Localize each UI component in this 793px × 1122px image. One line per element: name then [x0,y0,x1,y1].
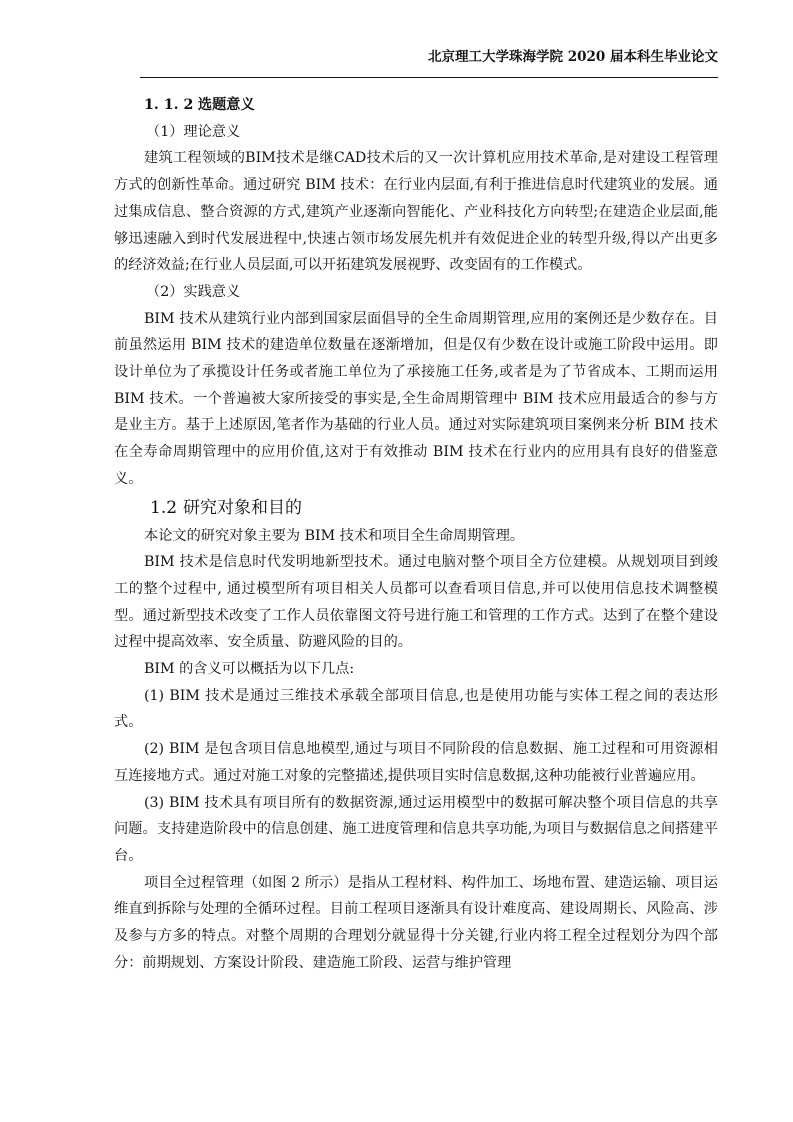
theory-label: （1）理论意义 [146,123,241,140]
paragraph: BIM 的含义可以概括为以下几点: [144,661,355,678]
paragraph: BIM 技术是信息时代发明地新型技术。通过电脑对整个项目全方位建模。从规划项目到竣工的整个过程中, 通过模型所有项目相关人员都可以查看项目信息,并可以使用信息技术调整模型。通过新型技术改变了工作人员依靠图文符号进行施工和管理的工作方式。达到了在整个建设过程中提高效率、安全质量、防避风险的目的。 [114,554,718,651]
theory-paragraph: 建筑工程领域的BIM技术是继CAD技术后的又一次计算机应用技术革命,是对建设工程管理方式的创新性革命。通过研究 BIM 技术：在行业内层面,有利于推进信息时代建筑业的发展。通过集成信息、整合资源的方式,建筑产业逐渐向智能化、产业科技化方向转型;在建造企业层面,能够迅速融入到时代发展进程中,快速占领市场发展先机并有效促进企业的转型升级,得以产出更多的经济效益;在行业人员层面,可以开拓建筑发展视野、改变固有的工作模式。 [114,150,718,274]
running-header: 北京理工大学珠海学院 2020 届本科生毕业论文 [428,49,718,65]
paragraph: 本论文的研究对象主要为 BIM 技术和项目全生命周期管理。 [144,527,525,544]
section-heading-1-2 [114,493,718,523]
subsection-title: 选题意义 [197,97,255,113]
document-body [114,92,718,977]
practice-label: （2）实践意义 [146,283,241,300]
paragraph: 项目全过程管理（如图 2 所示）是指从工程材料、构件加工、场地布置、建造运输、项目运维直到拆除与处理的全循环过程。目前工程项目逐渐具有设计难度高、建设周期长、风险高、涉及参与方多的特点。对整个周期的合理划分就显得十分关键,行业内将工程全过程划分为四个部分：前期规划、方案设计阶段、建造施工阶段、运营与维护管理 [114,874,718,971]
subsection-heading-1-1-2 [114,92,718,119]
subsection-number: 1. 1. 2 [144,97,194,113]
section-title: 研究对象和目的 [182,497,302,518]
list-item: (2) BIM 是包含项目信息地模型,通过与项目不同阶段的信息数据、施工过程和可用资源相互连接地方式。通过对施工对象的完整描述,提供项目实时信息数据,这种功能被行业普遍应用。 [114,741,718,784]
section-number: 1.2 [150,497,178,518]
list-item: (1) BIM 技术是通过三维技术承载全部项目信息,也是使用功能与实体工程之间的表达形式。 [114,687,718,731]
header-rule [140,77,718,78]
practice-paragraph: BIM 技术从建筑行业内部到国家层面倡导的全生命周期管理,应用的案例还是少数存在。目前虽然运用 BIM 技术的建造单位数量在逐渐增加，但是仅有少数在设计或施工阶段中运用。即设计单位为了承揽设计任务或者施工单位为了承接施工任务,或者是为了节省成本、工期而运用 BIM 技术。一个普遍被大家所接受的事实是,全生命周期管理中 BIM 技术应用最适合的参与方是业主方。基于上述原因,笔者作为基础的行业人员。通过对实际建筑项目案例来分析 BIM 技术在全寿命周期管理中的应用价值,这对于有效推动 BIM 技术在行业内的应用具有良好的借鉴意义。 [114,310,718,487]
list-item: (3) BIM 技术具有项目所有的数据资源,通过运用模型中的数据可解决整个项目信息的共享问题。支持建造阶段中的信息创建、施工进度管理和信息共享功能,为项目与数据信息之间搭建平台。 [114,794,718,864]
